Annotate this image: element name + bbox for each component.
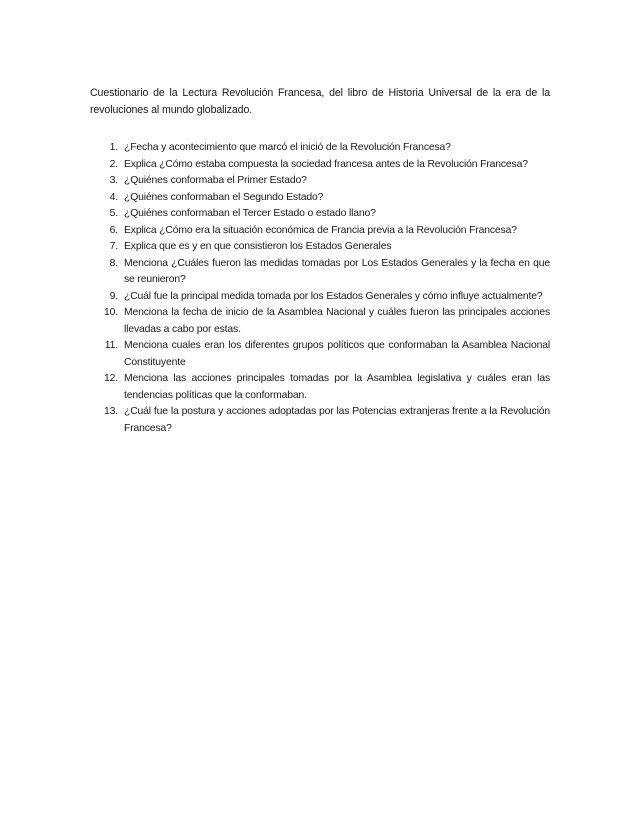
question-item (90, 371, 550, 404)
question-item (90, 223, 550, 240)
question-item (90, 289, 550, 306)
question-text: ¿Cuál fue la postura y acciones adoptadas por las Potencias extranjeras frente a la Revolución Francesa? (124, 406, 550, 434)
question-item (90, 305, 550, 338)
question-number: 7. (109, 241, 118, 252)
question-text: ¿Fecha y acontecimiento que marcó el inició de la Revolución Francesa? (124, 142, 451, 153)
question-number: 5. (109, 208, 118, 219)
question-text: Menciona las acciones principales tomadas por la Asamblea legislativa y cuáles eran las tendencias políticas que la conformaban. (124, 373, 550, 401)
question-number: 13. (104, 406, 118, 417)
question-text: Explica que es y en que consistieron los Estados Generales (124, 241, 392, 252)
question-number: 6. (109, 224, 118, 236)
question-item (90, 239, 550, 256)
question-item (90, 173, 550, 190)
question-text: ¿Quiénes conformaba el Primer Estado? (124, 175, 307, 186)
question-number: 2. (109, 158, 118, 170)
question-number: 11. (104, 340, 118, 351)
question-number: 4. (109, 191, 118, 203)
question-number: 10. (104, 307, 118, 318)
question-number: 9. (109, 290, 118, 302)
question-text: Explica ¿Cómo era la situación económica de Francia previa a la Revolución Francesa? (124, 224, 517, 236)
question-text: Menciona ¿Cuáles fueron las medidas tomadas por Los Estados Generales y la fecha en que se reunieron? (124, 257, 550, 285)
question-text: ¿Cuál fue la principal medida tomada por los Estados Generales y cómo influye actualmente? (124, 290, 543, 302)
question-item (90, 157, 550, 174)
question-item (90, 190, 550, 207)
question-item (90, 140, 550, 157)
question-item (90, 338, 550, 371)
question-list (90, 140, 550, 437)
question-text: ¿Quiénes conformaban el Tercer Estado o estado llano? (124, 208, 376, 219)
question-text: ¿Quiénes conformaban el Segundo Estado? (124, 191, 324, 203)
question-number: 3. (109, 175, 118, 186)
question-item (90, 206, 550, 223)
question-item (90, 404, 550, 437)
question-item (90, 256, 550, 289)
intro-paragraph: Cuestionario de la Lectura Revolución Francesa, del libro de Historia Universal de la era de la revoluciones al mundo globalizado. (90, 86, 550, 116)
question-text: Menciona cuales eran los diferentes grupos políticos que conformaban la Asamblea Nacional Constituyente (124, 340, 550, 368)
question-number: 12. (104, 373, 118, 384)
question-number: 8. (109, 257, 118, 269)
question-text: Explica ¿Cómo estaba compuesta la sociedad francesa antes de la Revolución Francesa? (124, 158, 528, 170)
question-number: 1. (109, 142, 118, 153)
question-text: Menciona la fecha de inicio de la Asamblea Nacional y cuáles fueron las principales acciones llevadas a cabo por estas. (124, 307, 550, 335)
